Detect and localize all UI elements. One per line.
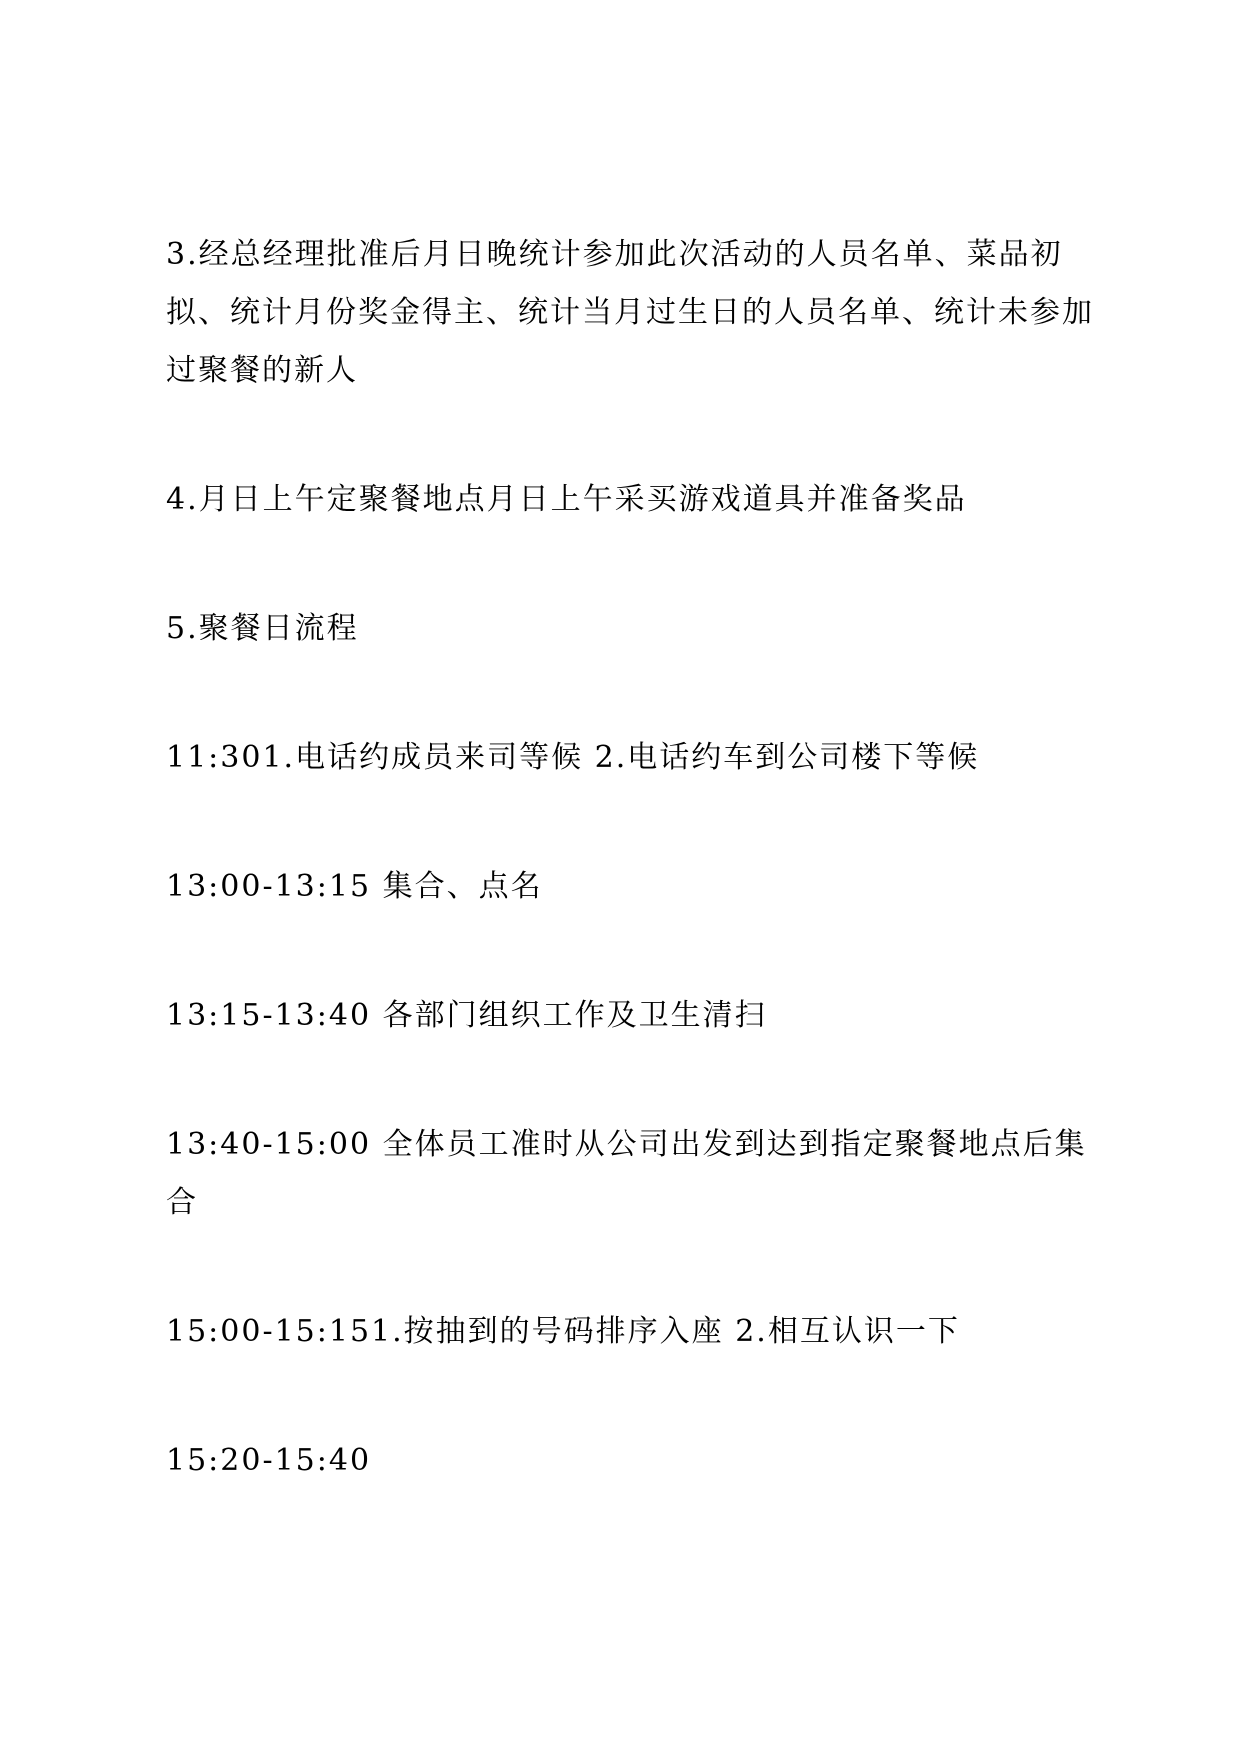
schedule-item: 11:301.电话约成员来司等候 2.电话约车到公司楼下等候 <box>166 740 980 775</box>
schedule-item: 13:40-15:00 全体员工准时从公司出发到达到指定聚餐地点后集合 <box>166 1127 1087 1220</box>
paragraph-step-5: 5.聚餐日流程 <box>166 611 359 646</box>
paragraph-step-3: 3.经总经理批准后月日晚统计参加此次活动的人员名单、菜品初拟、统计月份奖金得主、统计当月过生日的人员名单、统计未参加过聚餐的新人 <box>166 237 1094 388</box>
schedule-item: 15:00-15:151.按抽到的号码排序入座 2.相互认识一下 <box>166 1314 960 1349</box>
schedule-item: 15:20-15:40 <box>166 1443 372 1478</box>
paragraph-step-4: 4.月日上午定聚餐地点月日上午采买游戏道具并准备奖品 <box>166 482 967 517</box>
schedule-item: 13:15-13:40 各部门组织工作及卫生清扫 <box>166 998 767 1033</box>
document-body <box>166 226 1096 1561</box>
schedule-item: 13:00-13:15 集合、点名 <box>166 869 543 904</box>
